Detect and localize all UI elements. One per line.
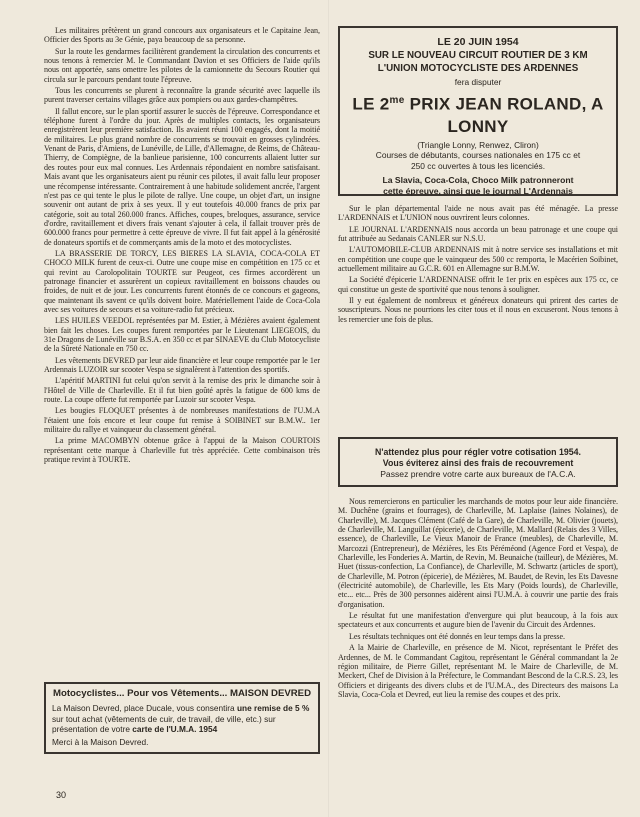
reminder-line-1: N'attendez plus pour régler votre cotisation 1954. <box>375 447 581 457</box>
event-sponsor-1: La Slavia, Coca-Cola, Choco Milk patronneront <box>382 175 574 186</box>
right-paragraph: Le résultat fut une manifestation d'envergure qui plut beaucoup, à la fois aux spectateurs et aux concurrents et augure bien de l'avenir du Circuit des Ardennes. <box>338 611 618 630</box>
event-announcement-box <box>338 26 618 196</box>
event-circuit-desc: (Triangle Lonny, Renwez, Cliron) <box>417 139 539 150</box>
reminder-line-2: Vous éviterez ainsi des frais de recouvrement <box>382 458 574 468</box>
left-paragraph: LA BRASSERIE DE TORCY, LES BIERES LA SLAVIA, COCA-COLA ET CHOCO MILK furent de ceux-ci. Outre une coupe mise en compétition en 175 cc et qui revint au Carolopolitain TOURTE sur Peugeot, ces firmes accordèrent un patronage financier et assurèrent un copieux ravitaillement en boissons chaudes ou froides, de nuit et de jour. Les concurrents furent étonnés de ce concours et gageons, que maintenant ils savent ce qu'ils doivent boire. Matériellement l'aide de Coca-Cola avec ses voitures de secours et sa voiture-radio fut précieux. <box>44 248 320 314</box>
membership-reminder-box <box>338 437 618 487</box>
left-paragraph: Tous les concurrents se plurent à reconnaître la grande sécurité avec laquelle ils purent traverser certains villages grâce aux pompiers ou aux gardes-champêtres. <box>44 86 320 105</box>
right-paragraph: A la Mairie de Charleville, en présence de M. Nicot, représentant le Préfet des Ardennes, de M. le Commandant Cagitou, représentant le Général commandant la 2e région militaire, de Pierre Gillet, représentant M. le Maire de Charleville, de M. Meckert, Chef de Division à la Préfecture, le Commandant Bescond de la C.R.S. 23, les Officiers et dirigeants des divers clubs et de l'U.M.A., des Directeurs des maisons La Slavia, Coca-Cola et Devred, eut lieu la remise des coupes et des prix. <box>338 643 618 699</box>
devred-advert-box <box>44 682 320 754</box>
right-column-top <box>338 204 618 326</box>
advert-thanks: Merci à la Maison Devred. <box>52 736 149 747</box>
left-paragraph: Sur la route les gendarmes facilitèrent grandement la circulation des concurrents et nous tenons à remercier M. le Commandant Davion et ses Officiers de l'aide qu'ils nous ont apportée, sans omettre les pilotes de la camionnette du Secours Routier qui circula sur le parcours pendant toute l'épreuve. <box>44 46 320 84</box>
left-paragraph: L'apéritif MARTINI fut celui qu'on servit à la remise des prix le dimanche soir à l'Hôtel de Ville de Charleville. Et il fut bien goûté après la fatigue de 600 kms de route. La coupe offerte fut remportée par Luzoir sur scooter Vespa. <box>44 376 320 405</box>
left-paragraph: Les militaires prêtèrent un grand concours aux organisateurs et le Capitaine Jean, Officier des Sports au 3e Génie, paya beaucoup de sa personne. <box>44 26 320 45</box>
right-paragraph: Sur le plan départemental l'aide ne nous avait pas été ménagée. La presse L'ARDENNAIS et L'UNION nous ouvrirent leurs colonnes. <box>338 204 618 223</box>
right-paragraph: L'AUTOMOBILE-CLUB ARDENNAIS mit à notre service ses installations et mit en compétition une coupe que le vainqueur des 500 cc remporta, le Macérien Soibinet, actuellement militaire au G.C.R. 601 en Allemagne sur B.M.W. <box>338 245 618 274</box>
right-paragraph: La Société d'épicerie L'ARDENNAISE offrit le 1er prix en espèces aux 175 cc, ce qui constitue un geste de sportivité que nous tenons à souligner. <box>338 275 618 294</box>
left-paragraph: Il fallut encore, sur le plan sportif assurer le succès de l'épreuve. Correspondance et téléphone furent à l'ordre du jour. Après de multiples contacts, les organisateurs enregistrèrent leur première satisfaction. Ils avaient réuni 100 engagés, dont la moitié de militaires. Le plus grand nombre de concurrents se trouvait en grosses cylindrées. Venant de Paris, d'Amiens, de Lunéville, de Lille, d'Allemagne, de Reims, de Château-Thierry, de Compiègne, de la banlieue parisienne, 100 concurrents allaient lutter sur des routes pour eux mal connues. Les Ardennais répondaient en nombre satisfaisant. Mais avant que les organisateurs aient pu réunir ces pilotes, il avait fallu leur proposer une récompense intéressante. Contrairement à une habitude solidement ancrée, l'argent n'est pas ce qui tente le plus le pilote de rallye. Une coupe, un objet d'art, un insigne souvenir ont autant de prix à ses yeux. Il y eut toutefois 40.000 francs de prix par catégorie, soit au total 260.000 francs. Affiches, coupes, breloques, assurance, service d'ordre, ravitaillement et divers frais venant s'ajouter à cela, il fallait trouver près de 600.000 francs pour permettre à cette épreuve de vivre. Il fut fait appel à la générosité de donateurs sportifs et de commerçants amis de la moto et des motocyclistes. <box>44 106 320 247</box>
left-paragraph: Les vêtements DEVRED par leur aide financière et leur coupe remportée par le 1er Ardennais LUZOIR sur scooter Vespa se signalèrent à l'attention des sportifs. <box>44 355 320 375</box>
left-paragraph: LES HUILES VEEDOL représentées par M. Estier, à Mézières avaient également bien fait les choses. Les coupes furent remportées par le Lieutenant LIEGEOIS, du 31e Dragons de Lunéville sur B.S.A. en 350 cc et par SINAEVE du Club Motocycliste de la Sûreté Nationale en 750 cc. <box>44 316 320 354</box>
left-paragraph: Les bougies FLOQUET présentes à de nombreuses manifestations de l'U.M.A l'étaient une fois encore et leur coupe fut remise à SOIBINET sur B.M.W.. 1er militaire du rallye et vainqueur du classement général. <box>44 406 320 435</box>
reminder-line-3: Passez prendre votre carte aux bureaux de l'A.C.A. <box>380 469 576 479</box>
fold-shadow <box>328 0 329 817</box>
right-paragraph: Il y eut également de nombreux et généreux donateurs qui prirent des cartes de souscripteurs. Nous ne pourrions les citer tous et il nous en excuseront. Nous tenons à les remercier une fois de plus. <box>338 296 618 324</box>
event-organizer: L'UNION MOTOCYCLISTE DES ARDENNES <box>377 63 579 74</box>
advert-body: La Maison Devred, place Ducale, vous consentira une remise de 5 % sur tout achat (vêtements de cuir, de travail, de ville, etc.) sur présentation de votre carte de l'U.M.A. 1954 <box>52 703 310 734</box>
event-title: LE $2^{me}$ PRIX JEAN ROLAND, A LONNY <box>352 94 604 136</box>
right-paragraph: LE JOURNAL L'ARDENNAIS nous accorda un beau patronage et une coupe qui fut attribuée au Sedanais CANLER sur N.S.U. <box>338 224 618 244</box>
event-dispute-label: fera disputer <box>454 77 502 87</box>
right-column-bottom <box>338 497 618 701</box>
page-number: 30 <box>56 790 67 800</box>
left-column <box>44 26 320 466</box>
left-paragraph: La prime MACOMBYN obtenue grâce à l'appui de la Maison COURTOIS représentant cette marque à Charleville fut très appréciée. Cette combinaison très pratique revint à TOURTE. <box>44 436 320 465</box>
advert-title: Motocyclistes... Pour vos Vêtements... MAISON DEVRED <box>52 688 312 699</box>
right-paragraph: Nous remercierons en particulier les marchands de motos pour leur aide financière. M. Duchêne (grains et fourrages), de Charleville, M. Laplaise (laines Nolaines), de Charleville), M. Jacques Clément (Café de la Gare), de Charleville, M. Olivier (jouets), de Charleville, M. Languillat (épicerie), de Charleville, M. Mallard (Relais des 3 Villes, essence), de Charleville, Le Vieux Manoir de France (meubles), de Charleville, M. Marcozzi (Entrepreneur), de Mézières, les Ets Péréméond (Agence Ford et Vespa), de Charleville, les Fonderies A. Martin, de Revin, M. Beunaiche (tailleur), de Mézières, M. Huet (tissus-confection, La Confiance), de Charleville, M. Schwartz (articles de sport), de Charleville, M. Potron (épicerie), de Mézières, M. Baudet, de Revin, les Ets Davesne (électricité automobile), de Charleville, les Ets Mary (Poids lourds), de Charleville, etc... etc... Près de 300 personnes aidèrent ainsi l'U.M.A. à couvrir une partie des frais d'organisation. <box>338 497 618 609</box>
event-circuit-line: SUR LE NOUVEAU CIRCUIT ROUTIER DE 3 KM <box>368 50 588 61</box>
event-info-2: 250 cc ouvertes à tous les licenciés. <box>410 160 546 171</box>
event-sponsor-2: cette épreuve, ainsi que le journal L'Ardennais <box>383 186 573 197</box>
event-date: LE 20 JUIN 1954 <box>437 36 519 48</box>
event-info-1: Courses de débutants, courses nationales en 175 cc et <box>375 150 581 161</box>
right-paragraph: Les résultats techniques ont été donnés en leur temps dans la presse. <box>349 631 565 641</box>
